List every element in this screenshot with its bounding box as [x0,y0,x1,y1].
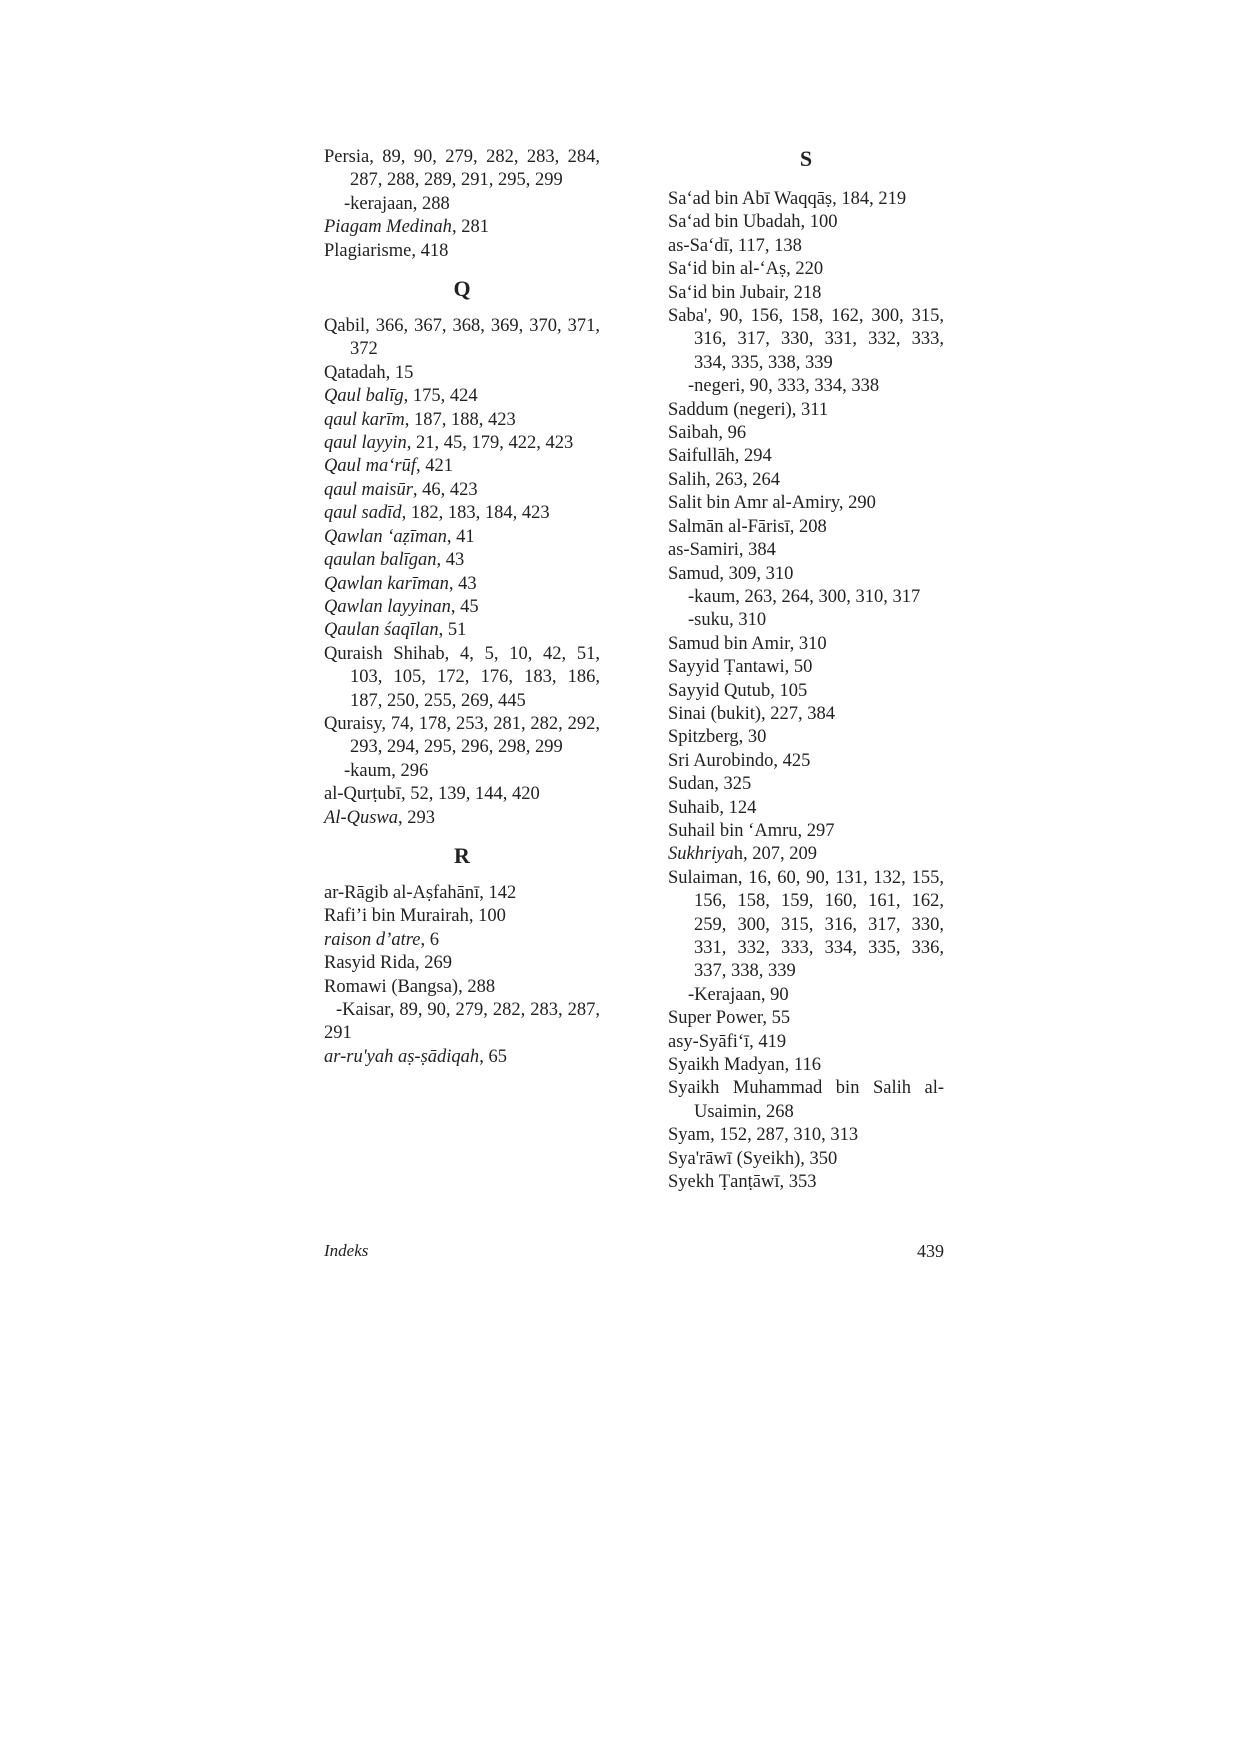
index-entry: Sri Aurobindo, 425 [668,750,811,771]
index-entry: Sayyid Ṭantawi, 50 [668,657,813,678]
index-entry [324,216,600,239]
index-entry [324,409,600,432]
index-column-right [668,146,944,1194]
index-entry [324,1046,600,1069]
index-entry: Sa‘ad bin Ubadah, 100 [668,212,838,233]
index-entry-term: qaul karīm [324,409,405,430]
index-entry-term: Qaulan śaqīlan [324,620,439,641]
index-entry-pages: , 43 [436,550,465,571]
index-entry: Rasyid Rida, 269 [324,953,452,974]
index-letter-heading: Q [453,276,471,302]
index-entry [324,807,600,830]
index-entry: Plagiarisme, 418 [324,240,449,261]
index-entry: Spitzberg, 30 [668,727,767,748]
index-entry-term: qaul layyin [324,433,407,454]
index-entry: Super Power, 55 [668,1008,791,1029]
index-entry-pages: h, 207, 209 [733,844,818,865]
footer-section-title: Indeks [324,1241,369,1260]
index-subentry: -kerajaan, 288 [344,193,450,214]
index-subentry: -kaum, 263, 264, 300, 310, 317 [688,586,921,607]
index-letter-heading: R [454,842,470,868]
index-subentry: -Kaisar, 89, 90, 279, 282, 283, 287, 291 [324,1000,600,1044]
index-entry: al-Qurṭubī, 52, 139, 144, 420 [324,784,540,805]
index-entry-pages: , 51 [438,620,467,641]
index-subentry: -negeri, 90, 333, 334, 338 [688,376,880,397]
index-entry: as-Samiri, 384 [668,540,776,561]
index-entry: Samud, 309, 310 [668,563,794,584]
index-entry-pages: , 175, 424 [403,386,478,407]
index-entry-term: qaul sadīd [324,503,402,524]
index-entry [324,573,600,596]
index-entry-pages: , 45 [450,596,479,617]
index-entry-pages: , 21, 45, 179, 422, 423 [406,433,574,454]
index-entry: Persia, 89, 90, 279, 282, 283, 284, 287, 288, 289, 291, 295, 299 [324,147,600,191]
index-entry-term: Qaul balīg [324,386,404,407]
index-entry: Salih, 263, 264 [668,469,781,490]
index-entry-term: ar-ru'yah aṣ-ṣādiqah [324,1046,480,1067]
index-subentry: -kaum, 296 [344,760,429,781]
index-entry-pages: , 6 [420,929,439,950]
index-entry: Quraisy, 74, 178, 253, 281, 282, 292, 293, 294, 295, 296, 298, 299 [324,713,600,758]
index-subentry: -suku, 310 [688,610,767,631]
index-subentry: -Kerajaan, 90 [688,984,789,1005]
index-entry [324,432,600,455]
index-entry-term: Qaul ma‘rūf [324,456,416,477]
index-entry [324,502,600,525]
index-entry-term: qaulan balīgan [324,550,437,571]
index-entry: Sulaiman, 16, 60, 90, 131, 132, 155, 156, 158, 159, 160, 161, 162, 259, 300, 315, 316, 317, 330, 331, 332, 333, 334, 335, 336, 337, 338, 339 [668,867,944,982]
index-entry-term: raison d’atre [324,929,421,950]
index-column-left [324,146,600,1069]
index-entry: Sayyid Qutub, 105 [668,680,808,701]
index-entry: Sa‘id bin Jubair, 218 [668,282,822,303]
index-entry: Salit bin Amr al-Amiry, 290 [668,493,876,514]
index-entry: Syekh Ṭanṭāwī, 353 [668,1172,817,1193]
index-entry: Saibah, 96 [668,423,747,444]
index-entry: Sa‘ad bin Abī Waqqāṣ, 184, 219 [668,189,907,209]
index-entry: Syaikh Muhammad bin Salih al-Usaimin, 268 [668,1078,944,1122]
index-entry: as-Sa‘dī, 117, 138 [668,235,802,256]
index-entry: Qabil, 366, 367, 368, 369, 370, 371, 372 [324,316,600,360]
index-entry: Quraish Shihab, 4, 5, 10, 42, 51, 103, 105, 172, 176, 183, 186, 187, 250, 255, 269, 445 [324,643,600,711]
index-entry-term: Qawlan ‘aẓīman [324,526,447,547]
index-entry-pages: , 182, 183, 184, 423 [401,503,550,524]
index-entry: Saifullāh, 294 [668,446,772,467]
index-entry-pages: , 281 [451,217,489,238]
index-entry: Sya'rāwī (Syeikh), 350 [668,1148,838,1169]
index-entry [324,549,600,572]
index-entry-pages: , 41 [446,526,475,547]
index-entry-pages: , 293 [398,807,435,828]
index-entry: Suhail bin ‘Amru, 297 [668,820,835,841]
index-entry: Samud bin Amir, 310 [668,633,827,654]
index-entry [324,929,600,952]
index-entry: ar-Rāgib al-Aṣfahānī, 142 [324,882,517,903]
index-entry: Sinai (bukit), 227, 384 [668,703,836,724]
index-entry-pages: , 421 [416,456,453,477]
index-letter-heading: S [799,146,813,171]
index-entry: Saddum (negeri), 311 [668,399,829,420]
index-entry [324,455,600,478]
index-entry-pages: , 65 [479,1046,507,1067]
footer-page-number: 439 [917,1241,944,1261]
index-entry: Sudan, 325 [668,774,752,795]
index-entry: Rafi’i bin Murairah, 100 [324,906,506,927]
index-entry [324,479,600,502]
index-entry: Qatadah, 15 [324,362,414,383]
index-entry-term: Qawlan layyinan [324,596,451,617]
index-entry [324,619,600,642]
index-entry [324,526,600,549]
index-entry-pages: , 43 [448,573,477,594]
index-entry-term: Al-Quswa [324,807,398,828]
index-entry [324,596,600,619]
index-entry: Suhaib, 124 [668,797,757,818]
index-entry: Syaikh Madyan, 116 [668,1055,821,1076]
index-entry: Saba', 90, 156, 158, 162, 300, 315, 316, 317, 330, 331, 332, 333, 334, 335, 338, 339 [668,306,944,373]
index-entry-term: Sukhriya [668,844,734,865]
index-entry-term: qaul maisūr [324,479,413,500]
index-entry: Romawi (Bangsa), 288 [324,976,496,997]
index-entry-term: Piagam Medinah [324,217,452,238]
index-entry: asy-Syāfi‘ī, 419 [668,1031,787,1052]
index-entry: Sa‘id bin al-‘Aṣ, 220 [668,259,824,280]
index-entry-pages: , 46, 423 [412,479,478,500]
index-entry-pages: , 187, 188, 423 [404,409,516,430]
index-entry: Salmān al-Fārisī, 208 [668,516,827,537]
index-entry: Syam, 152, 287, 310, 313 [668,1125,859,1146]
index-entry-term: Qawlan karīman [324,573,449,594]
index-entry [668,843,944,866]
index-entry [324,385,600,408]
